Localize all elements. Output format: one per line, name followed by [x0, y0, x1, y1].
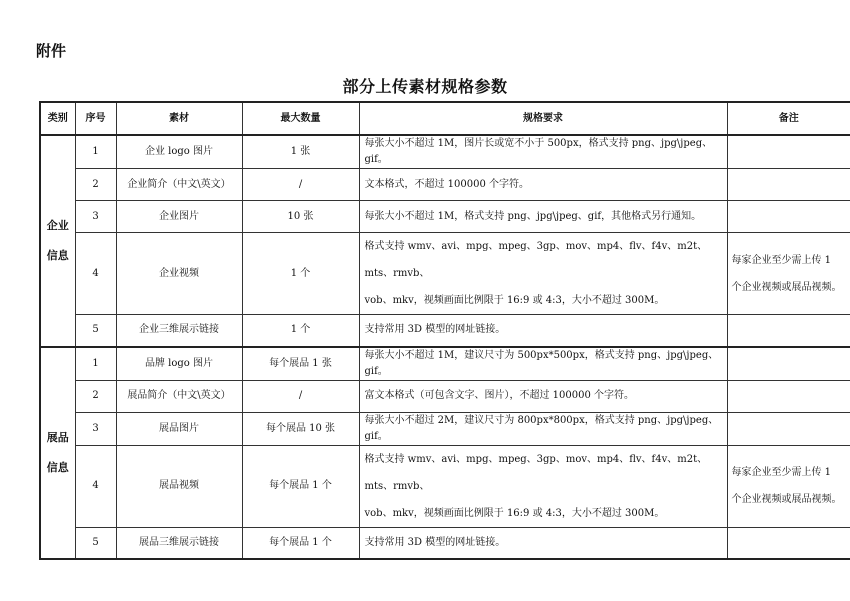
note-cell — [727, 315, 850, 347]
index-cell: 4 — [75, 233, 116, 315]
header-index: 序号 — [75, 102, 116, 135]
spec-table — [39, 101, 850, 560]
material-cell: 展品图片 — [116, 412, 242, 445]
max-count-cell: 1 个 — [242, 315, 359, 347]
max-count-cell: 每个展品 1 个 — [242, 527, 359, 559]
spec-cell: 支持常用 3D 模型的网址链接。 — [359, 527, 727, 559]
category-line: 企业 — [46, 218, 69, 232]
material-cell: 品牌 logo 图片 — [116, 347, 242, 381]
spec-cell: 每张大小不超过 1M，建议尺寸为 500px*500px，格式支持 png、jpg\jpeg、gif。 — [359, 347, 727, 381]
table-row — [40, 315, 850, 347]
index-cell: 1 — [75, 347, 116, 381]
header-material: 素材 — [116, 102, 242, 135]
note-cell — [727, 347, 850, 381]
spec-cell: 每张大小不超过 1M，格式支持 png、jpg\jpeg、gif，其他格式另行通知。 — [359, 201, 727, 233]
max-count-cell: 1 张 — [242, 135, 359, 169]
spec-cell: 支持常用 3D 模型的网址链接。 — [359, 315, 727, 347]
index-cell: 5 — [75, 527, 116, 559]
material-cell: 企业图片 — [116, 201, 242, 233]
index-cell: 1 — [75, 135, 116, 169]
note-cell — [727, 412, 850, 445]
category-line: 信息 — [46, 460, 69, 474]
material-cell: 展品视频 — [116, 445, 242, 527]
spec-cell: 每张大小不超过 1M，图片长或宽不小于 500px，格式支持 png、jpg\jpeg、gif。 — [359, 135, 727, 169]
material-cell: 企业 logo 图片 — [116, 135, 242, 169]
header-spec: 规格要求 — [359, 102, 727, 135]
spec-cell: 每张大小不超过 2M，建议尺寸为 800px*800px，格式支持 png、jpg\jpeg、gif。 — [359, 412, 727, 445]
index-cell: 5 — [75, 315, 116, 347]
material-cell: 展品简介（中文\英文） — [116, 380, 242, 412]
index-cell: 2 — [75, 380, 116, 412]
index-cell: 4 — [75, 445, 116, 527]
table-row — [40, 347, 850, 381]
document-title: 部分上传素材规格参数 — [342, 77, 508, 96]
category-cell-company — [40, 135, 75, 347]
spec-cell — [359, 233, 727, 315]
max-count-cell: 每个展品 10 张 — [242, 412, 359, 445]
material-cell: 展品三维展示链接 — [116, 527, 242, 559]
max-count-cell: 10 张 — [242, 201, 359, 233]
note-cell — [727, 445, 850, 527]
spec-cell: 文本格式，不超过 100000 个字符。 — [359, 169, 727, 201]
note-line: 个企业视频或展品视频。 — [731, 494, 842, 505]
note-line: 每家企业至少需上传 1 — [731, 467, 832, 478]
spec-cell — [359, 445, 727, 527]
material-cell: 企业三维展示链接 — [116, 315, 242, 347]
max-count-cell: / — [242, 380, 359, 412]
note-line: 每家企业至少需上传 1 — [731, 254, 832, 266]
index-cell: 3 — [75, 201, 116, 233]
note-cell — [727, 135, 850, 169]
note-cell — [727, 380, 850, 412]
max-count-cell: 每个展品 1 张 — [242, 347, 359, 381]
note-cell — [727, 527, 850, 559]
index-cell: 2 — [75, 169, 116, 201]
max-count-cell: / — [242, 169, 359, 201]
spec-cell: 富文本格式（可包含文字、图片），不超过 100000 个字符。 — [359, 380, 727, 412]
note-cell — [727, 201, 850, 233]
category-line: 展品 — [46, 430, 69, 444]
table-row — [40, 380, 850, 412]
material-cell: 企业简介（中文\英文） — [116, 169, 242, 201]
note-cell — [727, 233, 850, 315]
table-row — [40, 445, 850, 527]
table-row — [40, 233, 850, 315]
category-cell-exhibit — [40, 347, 75, 560]
spec-line: 格式支持 wmv、avi、mpg、mpeg、3gp、mov、mp4、flv、f4v、m2t、mts、rmvb、 — [364, 453, 708, 492]
note-cell — [727, 169, 850, 201]
table-row — [40, 135, 850, 169]
index-cell: 3 — [75, 412, 116, 445]
category-line: 信息 — [46, 248, 69, 262]
header-max-count: 最大数量 — [242, 102, 359, 135]
table-row — [40, 412, 850, 445]
spec-line: 格式支持 wmv、avi、mpg、mpeg、3gp、mov、mp4、flv、f4v、m2t、mts、rmvb、 — [364, 241, 708, 279]
spec-line: vob、mkv，视频画面比例限于 16:9 或 4:3，大小不超过 300M。 — [364, 295, 665, 306]
max-count-cell: 每个展品 1 个 — [242, 445, 359, 527]
max-count-cell: 1 个 — [242, 233, 359, 315]
table-row — [40, 201, 850, 233]
table-row — [40, 169, 850, 201]
attachment-label: 附件 — [36, 42, 67, 60]
spec-line: vob、mkv，视频画面比例限于 16:9 或 4:3，大小不超过 300M。 — [364, 507, 665, 519]
note-line: 个企业视频或展品视频。 — [731, 281, 842, 293]
table-header-row — [40, 102, 850, 135]
header-category: 类别 — [40, 102, 75, 135]
header-note: 备注 — [727, 102, 850, 135]
table-row — [40, 527, 850, 559]
material-cell: 企业视频 — [116, 233, 242, 315]
